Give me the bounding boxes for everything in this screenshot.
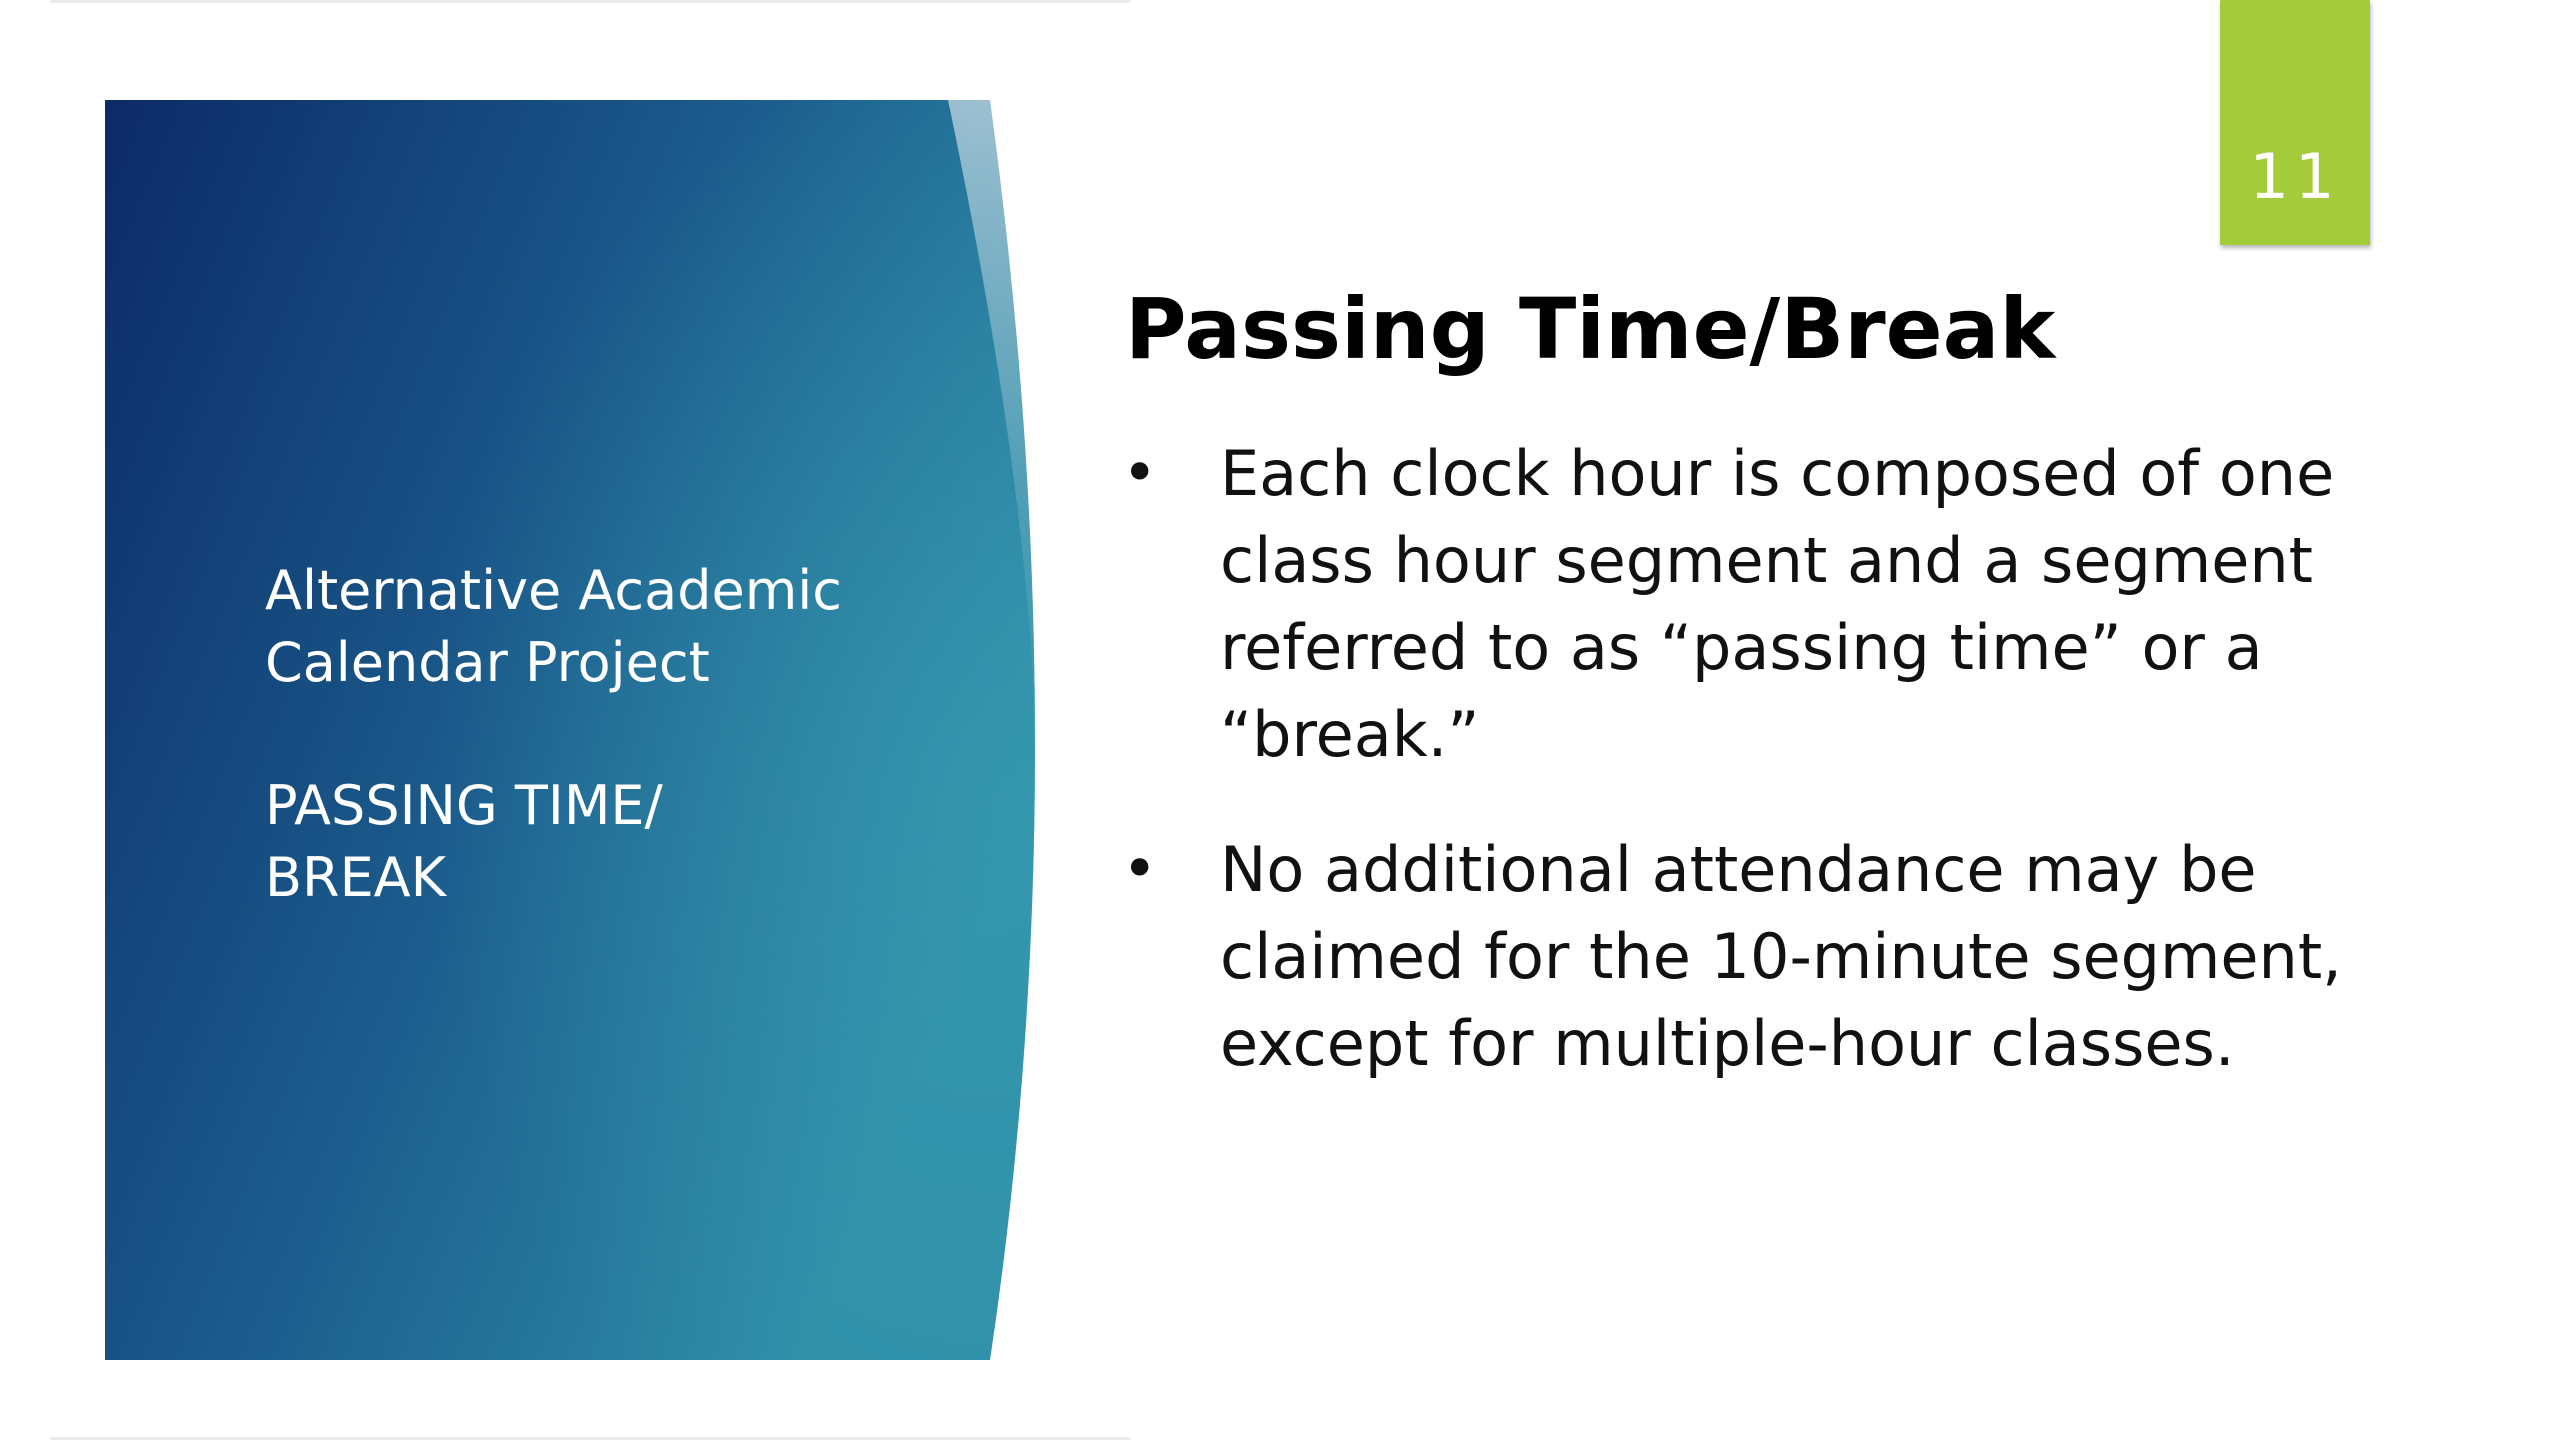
page-number: 11 bbox=[2249, 140, 2341, 213]
bullet-text-line: claimed for the 10-minute segment, bbox=[1220, 920, 2342, 993]
bullet-text-line: No additional attendance may be bbox=[1220, 833, 2257, 906]
bullet-text-line: referred to as “passing time” or a bbox=[1220, 611, 2263, 684]
page-number-badge bbox=[2220, 0, 2370, 245]
panel-glow bbox=[105, 100, 1035, 1360]
panel-title bbox=[265, 555, 965, 699]
panel-subtitle-line: BREAK bbox=[265, 846, 447, 909]
bullet-item bbox=[1120, 430, 2520, 778]
panel-subtitle bbox=[265, 770, 965, 914]
bullet-item bbox=[1120, 826, 2520, 1087]
bullet-dot-icon: • bbox=[1122, 834, 1158, 904]
bullet-text-line: “break.” bbox=[1220, 698, 1480, 771]
panel-title-line: Calendar Project bbox=[265, 631, 710, 694]
bullet-text-line: except for multiple-hour classes. bbox=[1220, 1007, 2235, 1080]
bullet-list bbox=[1120, 430, 2520, 1135]
bullet-text-line: Each clock hour is composed of one bbox=[1220, 437, 2335, 510]
bullet-dot-icon: • bbox=[1122, 438, 1158, 508]
panel-background bbox=[0, 0, 1100, 1440]
bullet-text-line: class hour segment and a segment bbox=[1220, 524, 2313, 597]
title-panel bbox=[0, 0, 1100, 1440]
panel-title-line: Alternative Academic bbox=[265, 559, 842, 622]
panel-subtitle-line: PASSING TIME/ bbox=[265, 774, 663, 837]
slide-title: Passing Time/Break bbox=[1125, 280, 2056, 378]
